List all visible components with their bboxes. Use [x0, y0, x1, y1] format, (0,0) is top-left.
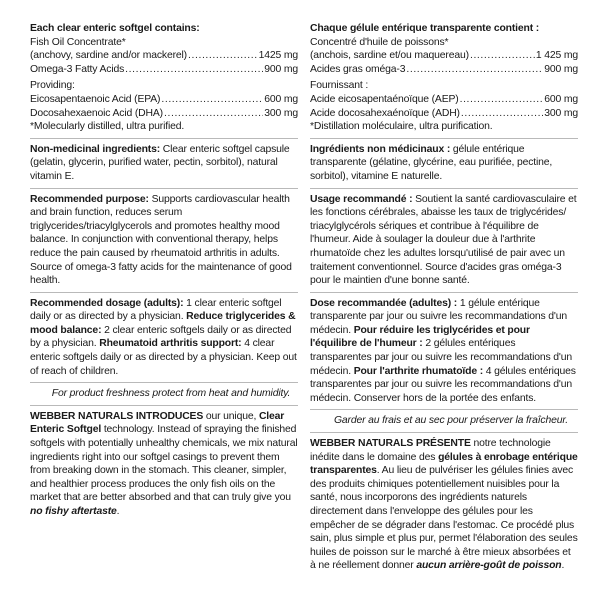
ingredient-row: Concentré d'huile de poissons* — [310, 36, 449, 48]
storage-section — [310, 409, 578, 428]
nonmedicinal-label: Ingrédients non médicinaux : — [310, 143, 451, 155]
contents-section — [310, 22, 578, 134]
ingredient-row: Acides gras oméga-3 ..... 900 mg — [310, 63, 578, 77]
dosage-label: Recommended dosage (adults): — [30, 297, 184, 309]
purpose-label: Usage recommandé : — [310, 193, 413, 205]
nonmedicinal-text: Clear enteric softgel capsule (gelatin, glycerin, purified water, pectin, sorbitol), natural vitamin E. — [30, 143, 290, 182]
footnote: *Molecularly distilled, ultra purified. — [30, 121, 185, 133]
dosage-section: Recommended dosage (adults): 1 clear enteric softgel daily or as directed by a physician. Reduce triglycerides & mood balance: 2 clear enteric softgels daily or as directed by a physician. Rheumatoid arthritis support: 4 clear enteric softgels daily or as directed by a physician. Keep out of reach of children. — [30, 292, 298, 379]
brand-intro: WEBBER NATURALS PRÉSENTE — [310, 438, 471, 450]
dosage-section: Dose recommandée (adultes) : 1 gélule entérique transparente par jour ou suivre les recommandations d'un médecin. Pour réduire les triglycérides et pour l'équilibre de l'humeur : 2 gélules entériques transparentes par jour ou suivre les recommandations d'un médecin. Pour l'arthrite rhumatoïde : 4 gélules entériques transparentes par jour ou suivre les recommandations d'un médecin. Conserver hors de la portée des enfants. — [310, 292, 578, 406]
ingredient-row: (anchovy, sardine and/or mackerel) ..... 1425 mg — [30, 49, 298, 63]
ingredient-row: Fish Oil Concentrate* — [30, 36, 126, 48]
intro-section: WEBBER NATURALS INTRODUCES our unique, Clear Enteric Softgel technology. Instead of spraying the finished softgels with potentially unhealthy chemicals, we mix natural ingredients right into our softgel casings to prevent them from breaking down in the stomach. This cleaner, simpler, and healthier process produces the only fish oils on the market that are better absorbed and that can truly give you no fishy aftertaste. — [30, 405, 298, 519]
intro-section: WEBBER NATURALS PRÉSENTE notre technologie inédite dans le domaine des gélules à enrobage entérique transparentes. Au lieu de pulvériser les gélules finies avec des produits chimiques potentiellement nuisibles pour la santé, nous incorporons des ingrédients naturels directement dans l'enveloppe des gélules pour les empêcher de se dégrader dans l'estomac. Ce procédé plus sain, plus simple et plus pur, permet l'élaboration des seules huiles de poisson sur le marché à être mieux absorbées et à ne réellement donner aucun arrière-goût de poisson. — [310, 432, 578, 573]
footnote: *Distillation moléculaire, ultra purification. — [310, 121, 493, 133]
storage-note: For product freshness protect from heat and humidity. — [51, 388, 291, 400]
nonmedicinal-section — [310, 138, 578, 184]
brand-intro: WEBBER NATURALS INTRODUCES — [30, 410, 204, 422]
ingredient-row: Fournissant : — [310, 80, 369, 92]
ingredient-row: Acide eicosapentaénoïque (AEP) ..... 600 mg — [310, 93, 578, 107]
purpose-text: Supports cardiovascular health and brain function, reduces serum triglycerides/triacylglycerols and promotes healthy mood balance. In conjunction with conventional therapy, helps reduce the pain caused by rheumatoid arthritis in adults. Source of omega-3 fatty acids for the maintenance of good health. — [30, 193, 292, 287]
ingredient-row: Omega-3 Fatty Acids ..... 900 mg — [30, 63, 298, 77]
contents-section — [30, 22, 298, 134]
nonmedicinal-label: Non-medicinal ingredients: — [30, 143, 161, 155]
storage-note: Garder au frais et au sec pour préserver la fraîcheur. — [333, 415, 569, 427]
contents-heading: Chaque gélule entérique transparente contient : — [310, 23, 540, 34]
storage-section — [30, 382, 298, 401]
contents-heading: Each clear enteric softgel contains: — [30, 23, 200, 34]
purpose-label: Recommended purpose: — [30, 193, 149, 205]
purpose-section — [30, 188, 298, 288]
ingredient-row: Docosahexaenoic Acid (DHA) ..... 300 mg — [30, 107, 298, 121]
ingredient-row: Eicosapentaenoic Acid (EPA) ..... 600 mg — [30, 93, 298, 107]
ingredient-row: Acide docosahexaénoïque (ADH) ..... 300 mg — [310, 107, 578, 121]
dosage-label: Dose recommandée (adultes) : — [310, 297, 458, 309]
ingredient-row: Providing: — [30, 80, 75, 92]
french-column — [310, 22, 578, 573]
nonmedicinal-section — [30, 138, 298, 184]
purpose-text: Soutient la santé cardiovasculaire et les fonctions cérébrales, abaisse les taux de triglycérides/ triacylglycérols sériques et contribue à l'équilibre de l'humeur. Aide à soulager la douleur due à l'arthrite rhumatoïde chez les adultes lorsqu'utilisé de pair avec un traitement conventionnel. Source d'acides gras oméga-3 pour le maintien d'une bonne santé. — [310, 193, 577, 287]
purpose-section — [310, 188, 578, 288]
ingredient-row: (anchois, sardine et/ou maquereau) ..... 1 425 mg — [310, 49, 578, 63]
nonmedicinal-text: gélule entérique transparente (gélatine, glycérine, eau purifiée, pectine, sorbitol), vitamine E naturelle. — [310, 143, 553, 182]
english-column — [30, 22, 298, 519]
